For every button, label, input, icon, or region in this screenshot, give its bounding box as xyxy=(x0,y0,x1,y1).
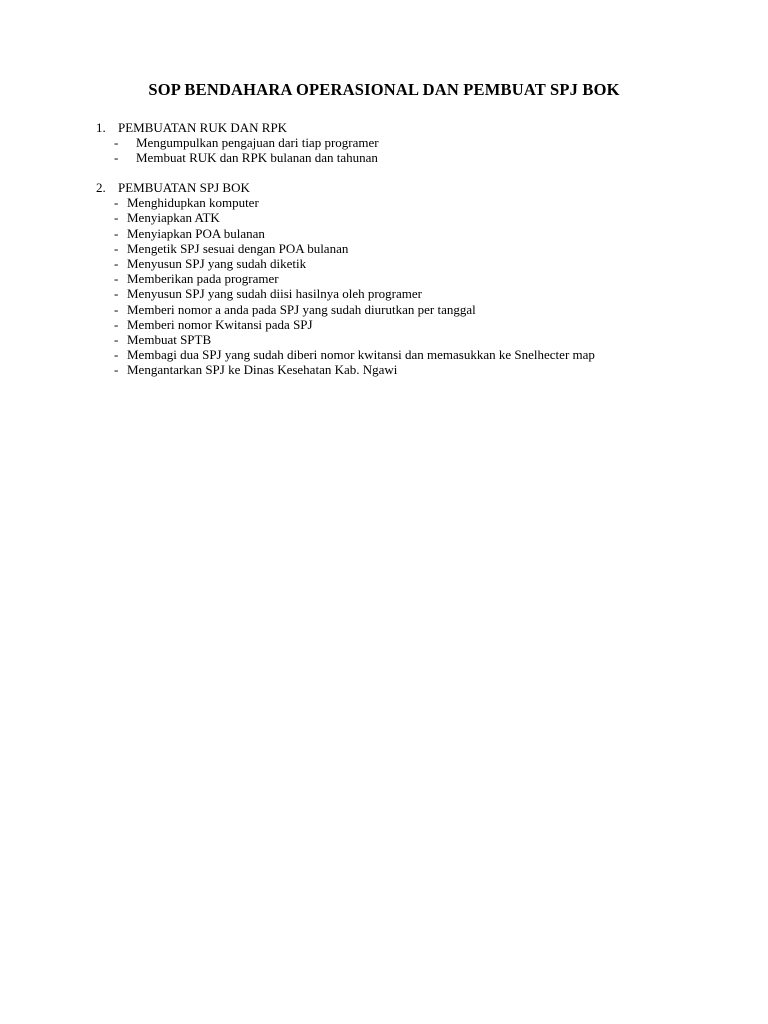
list-item-text: Mengetik SPJ sesuai dengan POA bulanan xyxy=(127,240,349,256)
list-item-text: Menyiapkan ATK xyxy=(127,210,220,226)
bullet-dash: - xyxy=(114,255,119,271)
bullet-dash: - xyxy=(114,135,119,151)
list-item xyxy=(96,226,716,241)
bullet-dash: - xyxy=(114,301,119,317)
list-item xyxy=(96,210,716,225)
list-item-text: Mengantarkan SPJ ke Dinas Kesehatan Kab. Ngawi xyxy=(127,362,398,378)
list-item-text: Membuat RUK dan RPK bulanan dan tahunan xyxy=(136,150,378,166)
section-heading-label: PEMBUATAN RUK DAN RPK xyxy=(118,120,288,135)
list-item-text: Memberi nomor a anda pada SPJ yang sudah diurutkan per tanggal xyxy=(127,301,476,317)
list-item xyxy=(96,150,716,165)
list-item xyxy=(96,241,716,256)
list-item xyxy=(96,271,716,286)
section-heading xyxy=(96,120,716,135)
list-item-text: Menyusun SPJ yang sudah diketik xyxy=(127,255,307,271)
bullet-dash: - xyxy=(114,240,119,256)
section-item-list xyxy=(96,195,716,377)
list-item-text: Mengumpulkan pengajuan dari tiap programer xyxy=(136,135,379,151)
list-item-text: Memberikan pada programer xyxy=(127,271,279,287)
list-item xyxy=(96,317,716,332)
section-heading-label: PEMBUATAN SPJ BOK xyxy=(118,180,250,195)
bullet-dash: - xyxy=(114,362,119,378)
list-item-text: Menghidupkan komputer xyxy=(127,195,259,211)
list-item xyxy=(96,362,716,377)
bullet-dash: - xyxy=(114,331,119,347)
bullet-dash: - xyxy=(114,150,119,166)
bullet-dash: - xyxy=(114,225,119,241)
list-item xyxy=(96,195,716,210)
bullet-dash: - xyxy=(114,271,119,287)
bullet-dash: - xyxy=(114,286,119,302)
section-pembuatan-spj-bok xyxy=(96,180,716,377)
bullet-dash: - xyxy=(114,195,119,211)
section-pembuatan-ruk-rpk xyxy=(96,120,716,166)
list-item xyxy=(96,332,716,347)
list-item-text: Memberi nomor Kwitansi pada SPJ xyxy=(127,316,313,332)
bullet-dash: - xyxy=(114,347,119,363)
list-item xyxy=(96,135,716,150)
list-item xyxy=(96,256,716,271)
list-item-text: Menyusun SPJ yang sudah diisi hasilnya oleh programer xyxy=(127,286,422,302)
bullet-dash: - xyxy=(114,210,119,226)
section-item-list xyxy=(96,135,716,165)
section-number: 1. xyxy=(96,120,106,135)
list-item xyxy=(96,286,716,301)
list-item xyxy=(96,302,716,317)
document-title: SOP BENDAHARA OPERASIONAL DAN PEMBUAT SPJ BOK xyxy=(148,80,620,99)
section-number: 2. xyxy=(96,180,106,195)
bullet-dash: - xyxy=(114,316,119,332)
list-item-text: Menyiapkan POA bulanan xyxy=(127,225,265,241)
section-heading xyxy=(96,180,716,195)
list-item-text: Membuat SPTB xyxy=(127,331,212,347)
list-item xyxy=(96,347,716,362)
list-item-text: Membagi dua SPJ yang sudah diberi nomor kwitansi dan memasukkan ke Snelhecter map xyxy=(127,347,595,363)
